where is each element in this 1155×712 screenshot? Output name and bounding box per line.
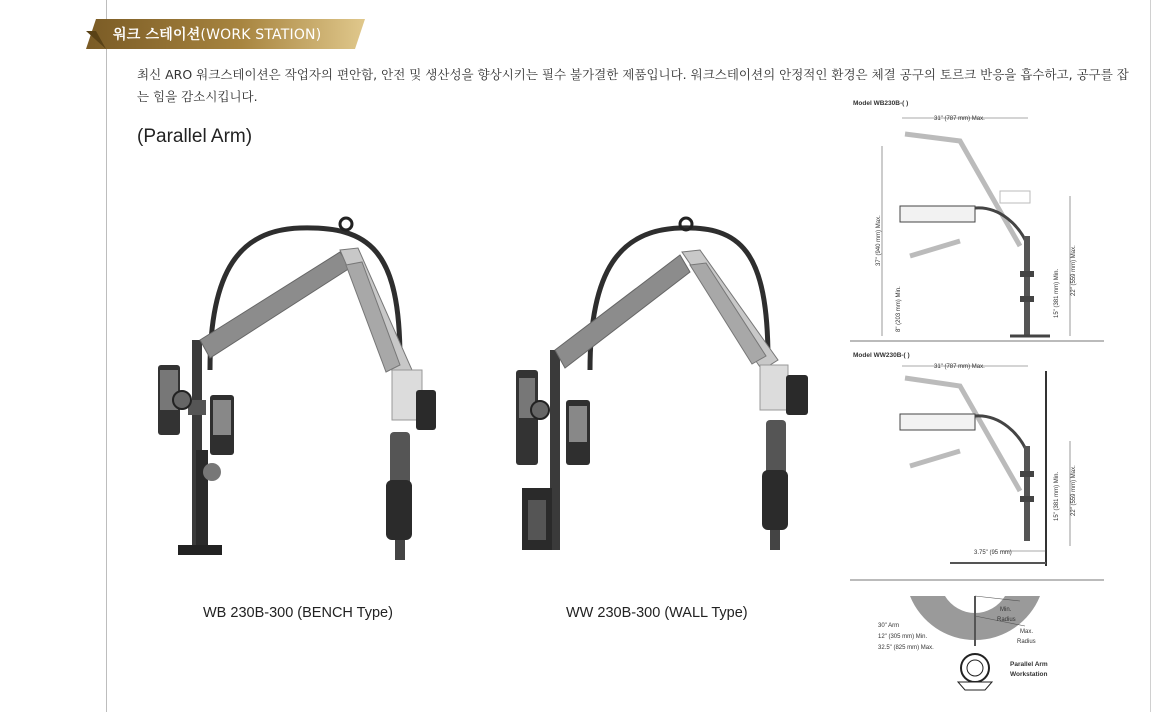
- dimension-diagram: [850, 96, 1104, 696]
- top-view-title-2: Workstation: [1010, 671, 1048, 678]
- bench-model-label: Model WB230B-( ): [853, 100, 909, 107]
- bench-right-min-label: 15" (381 mm) Min.: [1054, 268, 1060, 318]
- wall-reach-label: 31" (787 mm) Max.: [934, 364, 985, 370]
- top-view-max-radius-1: Max.: [1020, 629, 1034, 635]
- top-view-min-radius-2: Radius: [997, 617, 1016, 623]
- left-divider-line: [106, 0, 107, 712]
- subsection-title: (Parallel Arm): [137, 126, 253, 147]
- section-banner-title: [113, 24, 321, 44]
- wall-offset-label: 3.75" (95 mm): [974, 550, 1012, 556]
- bench-max-height-label: 37" (940 mm) Max.: [876, 215, 882, 266]
- description-text: 최신 ARO 워크스테이션은 작업자의 편안함, 안전 및 생산성을 향상시키는 필수 불가결한 제품입니다. 워크스테이션의 안정적인 환경은 체결 공구의 토르크 반응을 흡수하고, 공구를 잡는 힘을 감소시킵니다.: [137, 67, 1129, 104]
- wall-model-label: Model WW230B-( ): [853, 352, 910, 359]
- wall-right-max-label: 22" (559 mm) Max.: [1071, 465, 1077, 516]
- top-view-max-spec: 32.5" (825 mm) Max.: [878, 645, 934, 651]
- bench-workstation-image: [150, 210, 450, 580]
- bench-min-height-label: 8" (203 mm) Min.: [896, 286, 902, 332]
- top-view-min-spec: 12" (305 mm) Min.: [878, 634, 928, 640]
- bench-reach-label: 31" (787 mm) Max.: [934, 116, 985, 122]
- bench-right-max-label: 22" (559 mm) Max.: [1071, 245, 1077, 296]
- top-view-max-radius-2: Radius: [1017, 639, 1036, 645]
- banner-title-en: (WORK STATION): [200, 27, 322, 43]
- top-view-min-radius-1: Min.: [1000, 607, 1012, 613]
- top-view-title-1: Parallel Arm: [1010, 661, 1048, 668]
- wall-right-min-label: 15" (381 mm) Min.: [1054, 471, 1060, 521]
- product-caption-bench: WB 230B-300 (BENCH Type): [203, 605, 393, 621]
- banner-title-ko: 워크 스테이션: [113, 27, 201, 43]
- product-caption-wall: WW 230B-300 (WALL Type): [566, 605, 748, 621]
- wall-workstation-image: [510, 210, 810, 560]
- top-view-arm-label: 30" Arm: [878, 623, 900, 629]
- right-divider-line: [1150, 0, 1151, 712]
